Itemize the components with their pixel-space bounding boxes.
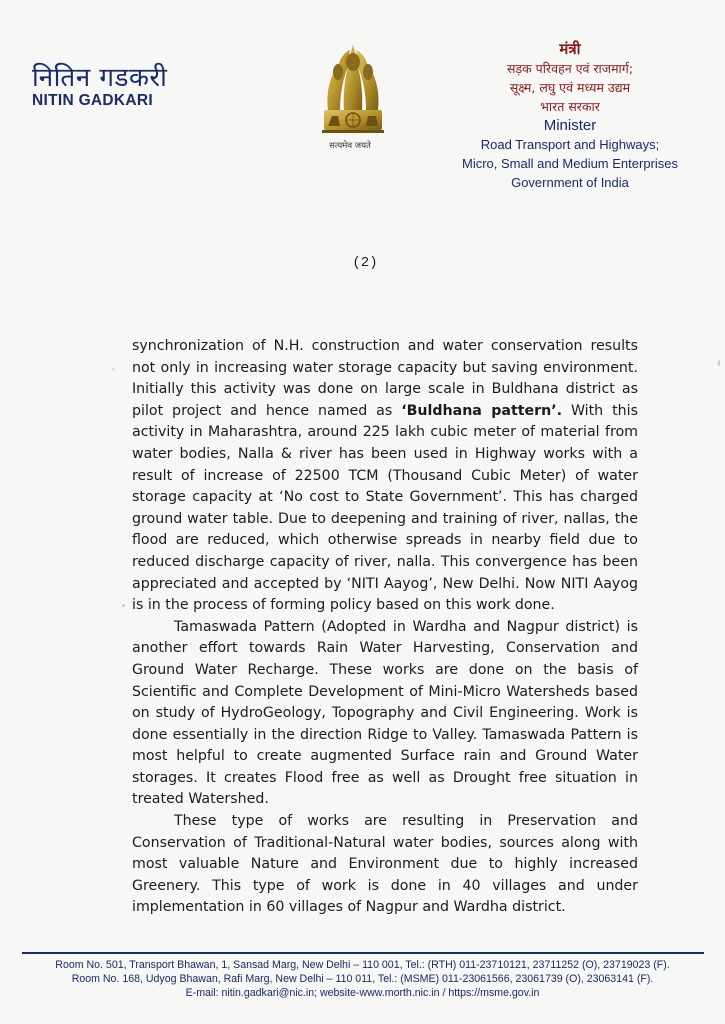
ministry-hindi-line: सड़क परिवहन एवं राजमार्ग;	[506, 61, 634, 76]
ministry-hindi-line: भारत सरकार	[540, 99, 600, 114]
ministry-english-line: Micro, Small and Medium Enterprises	[461, 156, 679, 171]
minister-name-hindi: नितिन गडकरी	[32, 63, 168, 93]
footer-divider	[22, 952, 704, 954]
scan-speck	[122, 604, 125, 607]
letter-body	[132, 336, 638, 919]
paragraph: Tamaswada Pattern (Adopted in Wardha and Nagpur district) is another effort towards Rain Water Harvesting, Conservation and Ground Water Recharge. These works are done on the basis of Scientific and Complete Development of Mini-Micro Watersheds based on study of HydroGeology, Topography and Civil Engineering. Work is done essentially in the direction Ridge to Valley. Tamaswada Pattern is most helpful to create augmented Surface rain and Ground Water storages. It creates Flood free as well as Drought free situation in treated Watershed.	[132, 618, 638, 808]
designation-hindi: मंत्री	[559, 40, 581, 58]
scan-speck	[112, 368, 114, 370]
emblem-motto: सत्यमेव जयते	[329, 141, 371, 151]
footer-line: Room No. 168, Udyog Bhawan, Rafi Marg, New Delhi – 110 011, Tel.: (MSME) 011-23061566, 23061739 (O), 23063141 (F).	[71, 973, 654, 985]
ministry-english-line: Government of India	[511, 175, 629, 190]
paragraph: These type of works are resulting in Preservation and Conservation of Traditional-Natural water bodies, sources along with most valuable Nature and Environment due to highly increased Greenery. This type of work is done in 40 villages and under implementation in 60 villages of Nagpur and Wardha district.	[132, 813, 638, 916]
state-emblem-icon	[318, 40, 388, 150]
footer-line: E-mail: nitin.gadkari@nic.in; website-www.morth.nic.in / https://msme.gov.in	[185, 987, 540, 999]
bold-phrase: ‘Buldhana pattern’.	[401, 402, 563, 419]
paragraph: synchronization of N.H. construction and water conservation results not only in increasing water storage capacity but saving environment. Initially this activity was done on large scale in Buldhana district as pilot project and hence named as ‘Buldhana pattern’. With this activity in Maharashtra, around 225 lakh cubic meter of material from water bodies, Nalla & river has been used in Highway works with a result of increase of 22500 TCM (Thousand Cubic Meter) of water storage capacity at ‘No cost to State Government’. This has charged ground water table. Due to deepening and training of river, nallas, the flood are reduced, which otherwise spreads in nearby field due to reduced discharge capacity of river, nalla. This convergence has been appreciated and accepted by ‘NITI Aayog’, New Delhi. Now NITI Aayog is in the process of forming policy based on this work done.	[132, 338, 638, 614]
footer-line: Room No. 501, Transport Bhawan, 1, Sansad Marg, New Delhi – 110 001, Tel.: (RTH) 011-23710121, 23711252 (O), 23719023 (F).	[55, 959, 670, 971]
footer-address	[0, 958, 725, 1000]
scan-speck	[718, 360, 720, 366]
designation-block	[440, 40, 700, 192]
page-number: (2)	[352, 255, 378, 271]
designation-english: Minister	[543, 117, 597, 134]
minister-name-english: NITIN GADKARI	[32, 92, 154, 109]
ministry-english-line: Road Transport and Highways;	[480, 137, 660, 152]
ministry-hindi-line: सूक्ष्म, लघु एवं मध्यम उद्यम	[509, 80, 631, 95]
